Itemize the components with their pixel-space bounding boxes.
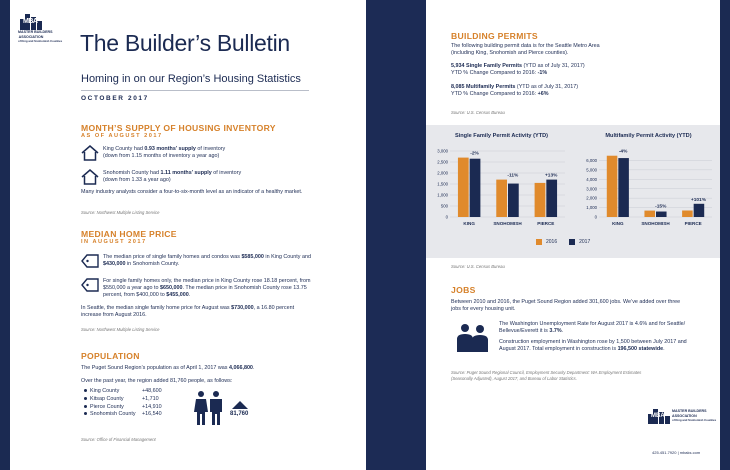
jobs-source: Source: Puget Sound Regional Council, Employment Security Department: WA Employment Estimates (Seasonally Adjusted), August 2017, and Bureau of Labor Statistics. (451, 370, 642, 381)
y-tick-label: 0 (594, 214, 597, 220)
change-label: -4% (618, 149, 628, 155)
bar-2016-pierce (535, 183, 546, 217)
issue-date: OCTOBER 2017 (81, 95, 149, 102)
up-arrow-icon (232, 401, 248, 409)
supply-snohomish: Snohomish County had 1.11 months’ supply of inventory (down from 1.33 a year ago) (103, 170, 242, 184)
y-tick-label: 3,000 (437, 148, 448, 154)
y-tick-label: 1,000 (586, 205, 597, 211)
price-para-2: For single family homes only, the median price in King County rose 18.18 percent, from $550,000 a year ago to $650,000. The median price in Snohomish County rose 13.75 percent, from $400,000 to $455,000. (103, 278, 311, 299)
permits-heading: BUILDING PERMITS (451, 31, 538, 41)
jobs-construction: Construction employment in Washington rose by 1,500 between July 2017 and August 2017. Total employment in construction is 196,500 statewide. (499, 339, 687, 353)
right-border (720, 0, 730, 470)
bar-2017-king (618, 158, 629, 217)
center-spine (366, 0, 426, 470)
supply-king: King County had 0.93 months’ supply of inventory (down from 1.15 months of inventory a year ago) (103, 146, 226, 160)
logo-line-3: of King and Snohomish Counties (18, 39, 63, 43)
left-border (0, 0, 10, 470)
bar-2016-pierce (682, 210, 693, 217)
price-tag-icon (81, 254, 99, 268)
jobs-heading: JOBS (451, 285, 476, 295)
footer-logo-line-2: ASSOCIATION (672, 413, 697, 418)
supply-source: Source: Northwest Multiple Listing Service (81, 210, 160, 215)
population-total-line: The Puget Sound Region’s population as of April 1, 2017 was 4,066,800. (81, 365, 255, 371)
y-tick-label: 5,000 (586, 167, 597, 173)
legend-swatch-2017 (569, 239, 575, 245)
permit-charts-panel (426, 125, 720, 258)
change-label: +13% (544, 173, 558, 179)
change-label: -15% (655, 204, 667, 210)
price-subheading: IN AUGUST 2017 (81, 239, 147, 245)
population-heading: POPULATION (81, 351, 140, 361)
chart-legend (536, 239, 590, 245)
page-right (426, 0, 720, 470)
house-icon (81, 169, 99, 185)
y-tick-label: 1,500 (437, 181, 448, 187)
y-tick-label: 2,000 (586, 195, 597, 201)
population-source: Source: Office of Financial Management (81, 437, 156, 442)
supply-subheading: AS OF AUGUST 2017 (81, 133, 163, 139)
permits-single-family: 5,934 Single Family Permits (YTD as of July 31, 2017) YTD % Change Compared to 2016: -1% (451, 63, 585, 77)
supply-note: Many industry analysts consider a four-to-six-month level as an indicator of a healthy market. (81, 189, 303, 195)
title-rule (81, 90, 309, 91)
bar-2017-snohomish (508, 184, 519, 217)
single-family-chart (426, 125, 573, 233)
y-tick-label: 4,000 (586, 176, 597, 182)
price-heading: MEDIAN HOME PRICE (81, 229, 177, 239)
list-item: Pierce County +14,910 (84, 404, 162, 412)
population-intro: Over the past year, the region added 81,760 people, as follows: (81, 378, 233, 384)
x-tick-label: SNOHOMISH (641, 221, 670, 226)
bar-2016-snohomish (644, 211, 655, 217)
y-tick-label: 500 (440, 203, 448, 209)
x-tick-label: PIERCE (684, 221, 702, 226)
footer-contact: 425.451.7920 | mbaks.com (652, 450, 701, 455)
footer-logo (648, 407, 717, 424)
price-para-1: The median price of single family homes and condos was $585,000 in King County and $430,000 in Snohomish County. (103, 254, 311, 268)
chart-source: Source: U.S. Census Bureau (451, 264, 505, 269)
logo-line-2: ASSOCIATION (18, 34, 44, 39)
workers-icon (456, 322, 490, 352)
bar-2016-king (458, 158, 469, 217)
footer-logo-line-1: MASTER BUILDERS (672, 409, 707, 413)
permits-multifamily: 8,085 Multifamily Permits (YTD as of July 31, 2017) YTD % Change Compared to 2016: +6% (451, 84, 579, 98)
jobs-unemployment: The Washington Unemployment Rate for August 2017 is 4.6% and for Seattle/ Bellevue/Everett it is 3.7%. (499, 321, 686, 335)
population-growth-total: 81,760 (230, 411, 249, 417)
x-tick-label: KING (612, 221, 624, 226)
footer-logo-line-3: of King and Snohomish Counties (672, 418, 717, 422)
bar-2017-king (470, 159, 481, 217)
price-tag-icon (81, 278, 99, 292)
page-title: The Builder’s Bulletin (80, 30, 290, 56)
price-source: Source: Northwest Multiple Listing Service (81, 327, 160, 332)
jobs-intro: Between 2010 and 2016, the Puget Sound Region added 301,600 jobs. We’ve added over three jobs for every housing unit. (451, 299, 681, 313)
house-icon (81, 145, 99, 161)
x-tick-label: SNOHOMISH (493, 221, 522, 226)
people-icon (194, 390, 224, 426)
list-item: Snohomish County +16,540 (84, 411, 162, 419)
x-tick-label: PIERCE (537, 221, 555, 226)
y-tick-label: 2,000 (437, 170, 448, 176)
change-label: +101% (690, 197, 706, 203)
change-label: -11% (507, 173, 519, 179)
change-label: -2% (470, 151, 479, 157)
population-list (84, 388, 162, 419)
bar-2016-king (607, 156, 618, 217)
supply-heading: MONTH’S SUPPLY OF HOUSING INVENTORY (81, 123, 276, 133)
bar-2017-pierce (694, 204, 705, 217)
multifamily-chart (573, 125, 720, 233)
bar-2017-snohomish (656, 212, 667, 217)
legend-label-2017: 2017 (579, 239, 591, 245)
list-item: King County +48,600 (84, 388, 162, 396)
permits-intro: The following building permit data is for the Seattle Metro Area (including King, Snohomish and Pierce counties). (451, 43, 600, 57)
y-tick-label: 0 (445, 214, 448, 220)
y-tick-label: 2,500 (437, 159, 448, 165)
legend-label-2016: 2016 (546, 239, 558, 245)
bar-2016-snohomish (496, 180, 507, 217)
mba-logo (18, 12, 63, 44)
page-left (10, 0, 366, 470)
price-para-3: In Seattle, the median single family home price for August was $730,000, a 16.80 percent increase from August 2016. (81, 305, 295, 319)
house-skyline-icon: MBA (19, 12, 43, 30)
chart-title: Single Family Permit Activity (YTD) (454, 133, 549, 139)
permits-source: Source: U.S. Census Bureau (451, 110, 505, 115)
chart-title: Multifamily Permit Activity (YTD) (605, 133, 692, 139)
logo-line-1: MASTER BUILDERS (18, 30, 53, 34)
list-item: Kitsap County +1,710 (84, 396, 162, 404)
x-tick-label: KING (463, 221, 475, 226)
page-subtitle: Homing in on our Region’s Housing Statistics (81, 73, 301, 85)
y-tick-label: 3,000 (586, 186, 597, 192)
bar-2017-pierce (546, 180, 557, 217)
legend-swatch-2016 (536, 239, 542, 245)
y-tick-label: 6,000 (586, 158, 597, 164)
y-tick-label: 1,000 (437, 192, 448, 198)
house-skyline-icon: MBA (648, 407, 670, 424)
